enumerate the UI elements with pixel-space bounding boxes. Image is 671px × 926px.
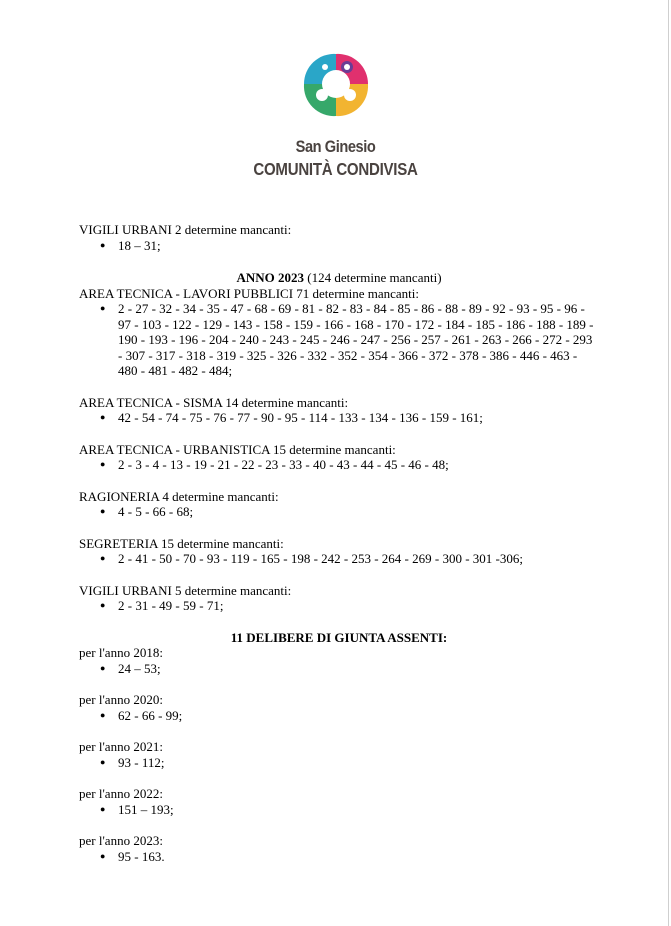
number-list: [79, 755, 599, 771]
section-heading: per l'anno 2018:: [79, 645, 163, 660]
section-heading: per l'anno 2023:: [79, 833, 163, 848]
section-block: [79, 645, 599, 676]
section-heading: AREA TECNICA - LAVORI PUBBLICI 71 determine mancanti:: [79, 285, 420, 301]
list-item: ● 95 - 163.: [118, 849, 599, 865]
section-block: [79, 583, 599, 614]
number-list: [79, 504, 599, 520]
section-block: [79, 395, 599, 426]
list-item: ● 62 - 66 - 99;: [118, 708, 599, 724]
section-heading: VIGILI URBANI 2 determine mancanti:: [79, 222, 292, 237]
section-block: [79, 489, 599, 520]
list-item: ● 2 - 3 - 4 - 13 - 19 - 21 - 22 - 23 - 33 - 40 - 43 - 44 - 45 - 46 - 48;: [118, 457, 599, 473]
section-heading: AREA TECNICA - URBANISTICA 15 determine mancanti:: [79, 441, 396, 457]
list-item: ● 2 - 31 - 49 - 59 - 71;: [118, 598, 599, 614]
document-body: [79, 222, 599, 864]
number-list: [79, 410, 599, 426]
sections-previous: [79, 222, 599, 253]
section-block: [79, 833, 599, 864]
year-heading-title: ANNO 2023: [236, 270, 304, 285]
section-block: [79, 222, 599, 253]
list-item: ● 2 - 41 - 50 - 70 - 93 - 119 - 165 - 198 - 242 - 253 - 264 - 269 - 300 - 301 -306;: [118, 551, 599, 567]
page-edge: [668, 0, 669, 926]
number-list: [79, 551, 599, 567]
number-list: [79, 708, 599, 724]
section-heading: per l'anno 2022:: [79, 786, 163, 801]
section-block: [79, 286, 599, 379]
section-heading: per l'anno 2021:: [79, 739, 163, 754]
section-block: [79, 536, 599, 567]
list-item: ● 24 – 53;: [118, 661, 599, 677]
number-list: [79, 457, 599, 473]
list-item: ● 42 - 54 - 74 - 75 - 76 - 77 - 90 - 95 - 114 - 133 - 134 - 136 - 159 - 161;: [118, 410, 599, 426]
delibere-heading: 11 DELIBERE DI GIUNTA ASSENTI:: [230, 629, 448, 645]
brand-name: San Ginesio: [295, 137, 376, 156]
list-item: ● 151 – 193;: [118, 802, 599, 818]
list-item: ● 4 - 5 - 66 - 68;: [118, 504, 599, 520]
number-list: [79, 301, 599, 379]
number-list: [79, 598, 599, 614]
section-block: [79, 692, 599, 723]
number-list: [79, 661, 599, 677]
number-list: [79, 802, 599, 818]
section-heading: per l'anno 2020:: [79, 692, 163, 707]
year-heading: [79, 270, 599, 286]
number-list: [79, 849, 599, 865]
brand-tagline: COMUNITÀ CONDIVISA: [253, 159, 418, 179]
section-block: [79, 786, 599, 817]
section-block: [79, 442, 599, 473]
section-block: [79, 739, 599, 770]
list-item: ● 93 - 112;: [118, 755, 599, 771]
section-heading: SEGRETERIA 15 determine mancanti:: [79, 535, 284, 551]
section-heading: RAGIONERIA 4 determine mancanti:: [79, 488, 279, 504]
section-heading: AREA TECNICA - SISMA 14 determine mancanti:: [79, 394, 349, 410]
sections-delibere: [79, 645, 599, 864]
number-list: [79, 238, 599, 254]
list-item: ● 2 - 27 - 32 - 34 - 35 - 47 - 68 - 69 - 81 - 82 - 83 - 84 - 85 - 86 - 88 - 89 - 92 - 93 - 95 - 96 - 97 - 103 - 122 - 129 - 143 - 158 - 159 - 166 - 168 - 170 - 172 - 184 - 185 - 186 - 188 - 189 - 190 - 193 - 196 - 204 - 240 - 243 - 245 - 246 - 247 - 256 - 257 - 261 - 263 - 266 - 272 - 293 - 307 - 317 - 318 - 319 - 325 - 326 - 332 - 352 - 354 - 366 - 372 - 378 - 386 - 446 - 463 - 480 - 481 - 482 - 484;: [118, 301, 599, 379]
section-heading: VIGILI URBANI 5 determine mancanti:: [79, 582, 292, 598]
list-item: ● 18 – 31;: [118, 238, 599, 254]
year-heading-count: (124 determine mancanti): [304, 270, 442, 285]
sections-2023: [79, 286, 599, 614]
community-logo-icon: [300, 48, 372, 124]
